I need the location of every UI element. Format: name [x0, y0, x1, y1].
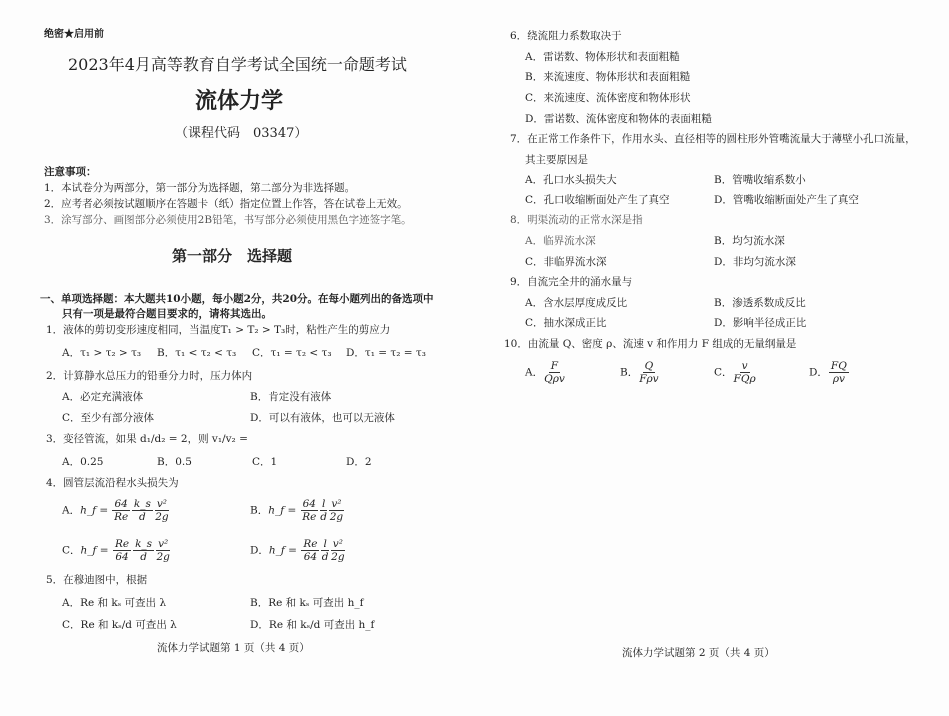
formula-option: A．h_f = $\frac{64}{Re}$ $\frac{k\_s}{d}$ $\frac{\text{v²}}{2g}$ — [62, 498, 169, 523]
subject-title: 流体力学 — [195, 88, 284, 114]
option: C．非临界流水深 — [525, 256, 607, 268]
option: A．必定充满液体 — [62, 391, 144, 403]
option: B．肯定没有液体 — [250, 391, 332, 403]
option: C．来流速度、流体密度和物体形状 — [525, 92, 691, 104]
option: A．Re 和 kₛ 可查出 λ — [62, 597, 167, 609]
page-footer: 流体力学试题第 2 页（共 4 页） — [622, 647, 775, 659]
note-item: 3．涂写部分、画图部分必须使用2B铅笔，书写部分必须使用黑色字迹签字笔。 — [44, 214, 412, 226]
formula-option: A． $\frac{F}{\text{Qρv}}$ — [525, 360, 565, 385]
question-4: 4．圆管层流沿程水头损失为 — [46, 477, 179, 489]
option: D．τ₁ = τ₂ = τ₃ — [346, 347, 426, 359]
note-item: 2．应考者必须按试题顺序在答题卡（纸）指定位置上作答，答在试卷上无效。 — [44, 198, 408, 210]
option: D．可以有液体，也可以无液体 — [250, 412, 395, 424]
page-footer: 流体力学试题第 1 页（共 4 页） — [157, 642, 310, 654]
option: A．临界流水深 — [525, 235, 596, 247]
formula-option: D． $\frac{FQ}{\rho v}$ — [809, 360, 847, 385]
question-2: 2．计算静水总压力的铅垂分力时，压力体内 — [46, 370, 253, 382]
option: D．管嘴收缩断面处产生了真空 — [714, 194, 859, 206]
confidential-mark: 绝密★启用前 — [44, 29, 104, 40]
question-5: 5．在穆迪图中，根据 — [46, 574, 148, 586]
option: B．来流速度、物体形状和表面粗糙 — [525, 71, 691, 83]
option: B．0.5 — [157, 456, 192, 468]
option: A．τ₁ > τ₂ > τ₃ — [62, 347, 142, 359]
option: A．孔口水头损失大 — [525, 174, 617, 186]
notes-title: 注意事项： — [44, 166, 97, 178]
note-item: 1．本试卷分为两部分，第一部分为选择题，第二部分为非选择题。 — [44, 182, 356, 194]
question-8: 8．明渠流动的正常水深是指 — [510, 214, 643, 226]
option: D．非均匀流水深 — [714, 256, 796, 268]
section-instruction: 只有一项是最符合题目要求的，请将其选出。 — [62, 308, 272, 320]
option: D．雷诺数、流体密度和物体的表面粗糙 — [525, 113, 712, 125]
option: C．至少有部分液体 — [62, 412, 155, 424]
option: B．τ₁ < τ₂ < τ₃ — [157, 347, 237, 359]
option: C．1 — [252, 456, 278, 468]
formula-option: C．h_f = $\frac{Re}{64}$ $\frac{k\_s}{d}$ $\frac{\text{v²}}{2g}$ — [62, 538, 170, 563]
option: B．管嘴收缩系数小 — [714, 174, 806, 186]
option: C．τ₁ = τ₂ < τ₃ — [252, 347, 332, 359]
question-1: 1．液体的剪切变形速度相同，当温度T₁ > T₂ > T₃时，粘性产生的剪应力 — [46, 324, 391, 336]
part-heading: 第一部分 选择题 — [172, 247, 293, 265]
formula-option: C． $\frac{v}{\text{FQρ}}$ — [714, 360, 756, 385]
option: A．0.25 — [62, 456, 104, 468]
formula-option: B．h_f = $\frac{64}{Re}$ $\frac{l}{d}$ $\frac{\text{v²}}{2g}$ — [250, 498, 344, 523]
option: D．影响半径成正比 — [714, 317, 807, 329]
exam-title: 2023年4月高等教育自学考试全国统一命题考试 — [68, 55, 407, 74]
formula-option: D．h_f = $\frac{Re}{64}$ $\frac{l}{d}$ $\frac{\text{v²}}{2g}$ — [250, 538, 345, 563]
option: C．Re 和 kₛ/d 可查出 λ — [62, 619, 177, 631]
question-3: 3．变径管流，如果 d₁/d₂ = 2，则 v₁/v₂ = — [46, 433, 248, 445]
option: D．2 — [346, 456, 372, 468]
option: A．雷诺数、物体形状和表面粗糙 — [525, 51, 680, 63]
question-6: 6．绕流阻力系数取决于 — [510, 30, 622, 42]
question-7: 7．在正常工作条件下，作用水头、直径相等的圆柱形外管嘴流量大于薄壁小孔口流量， — [510, 133, 916, 145]
section-instruction: 一、单项选择题：本大题共10小题，每小题2分，共20分。在每小题列出的备选项中 — [40, 293, 434, 305]
question-7-cont: 其主要原因是 — [525, 154, 588, 166]
option: C．抽水深成正比 — [525, 317, 607, 329]
course-code: （课程代码 03347） — [175, 126, 308, 141]
formula-option: B． $\frac{Q}{\text{Fρv}}$ — [620, 360, 659, 385]
option: A．含水层厚度成反比 — [525, 297, 628, 309]
question-10: 10．由流量 Q、密度 ρ、流速 v 和作用力 F 组成的无量纲量是 — [504, 338, 797, 350]
question-9: 9．自流完全井的涌水量与 — [510, 276, 633, 288]
option: B．渗透系数成反比 — [714, 297, 806, 309]
option: D．Re 和 kₛ/d 可查出 h_f — [250, 619, 375, 631]
option: B．均匀流水深 — [714, 235, 785, 247]
option: B．Re 和 kₛ 可查出 h_f — [250, 597, 364, 609]
option: C．孔口收缩断面处产生了真空 — [525, 194, 670, 206]
